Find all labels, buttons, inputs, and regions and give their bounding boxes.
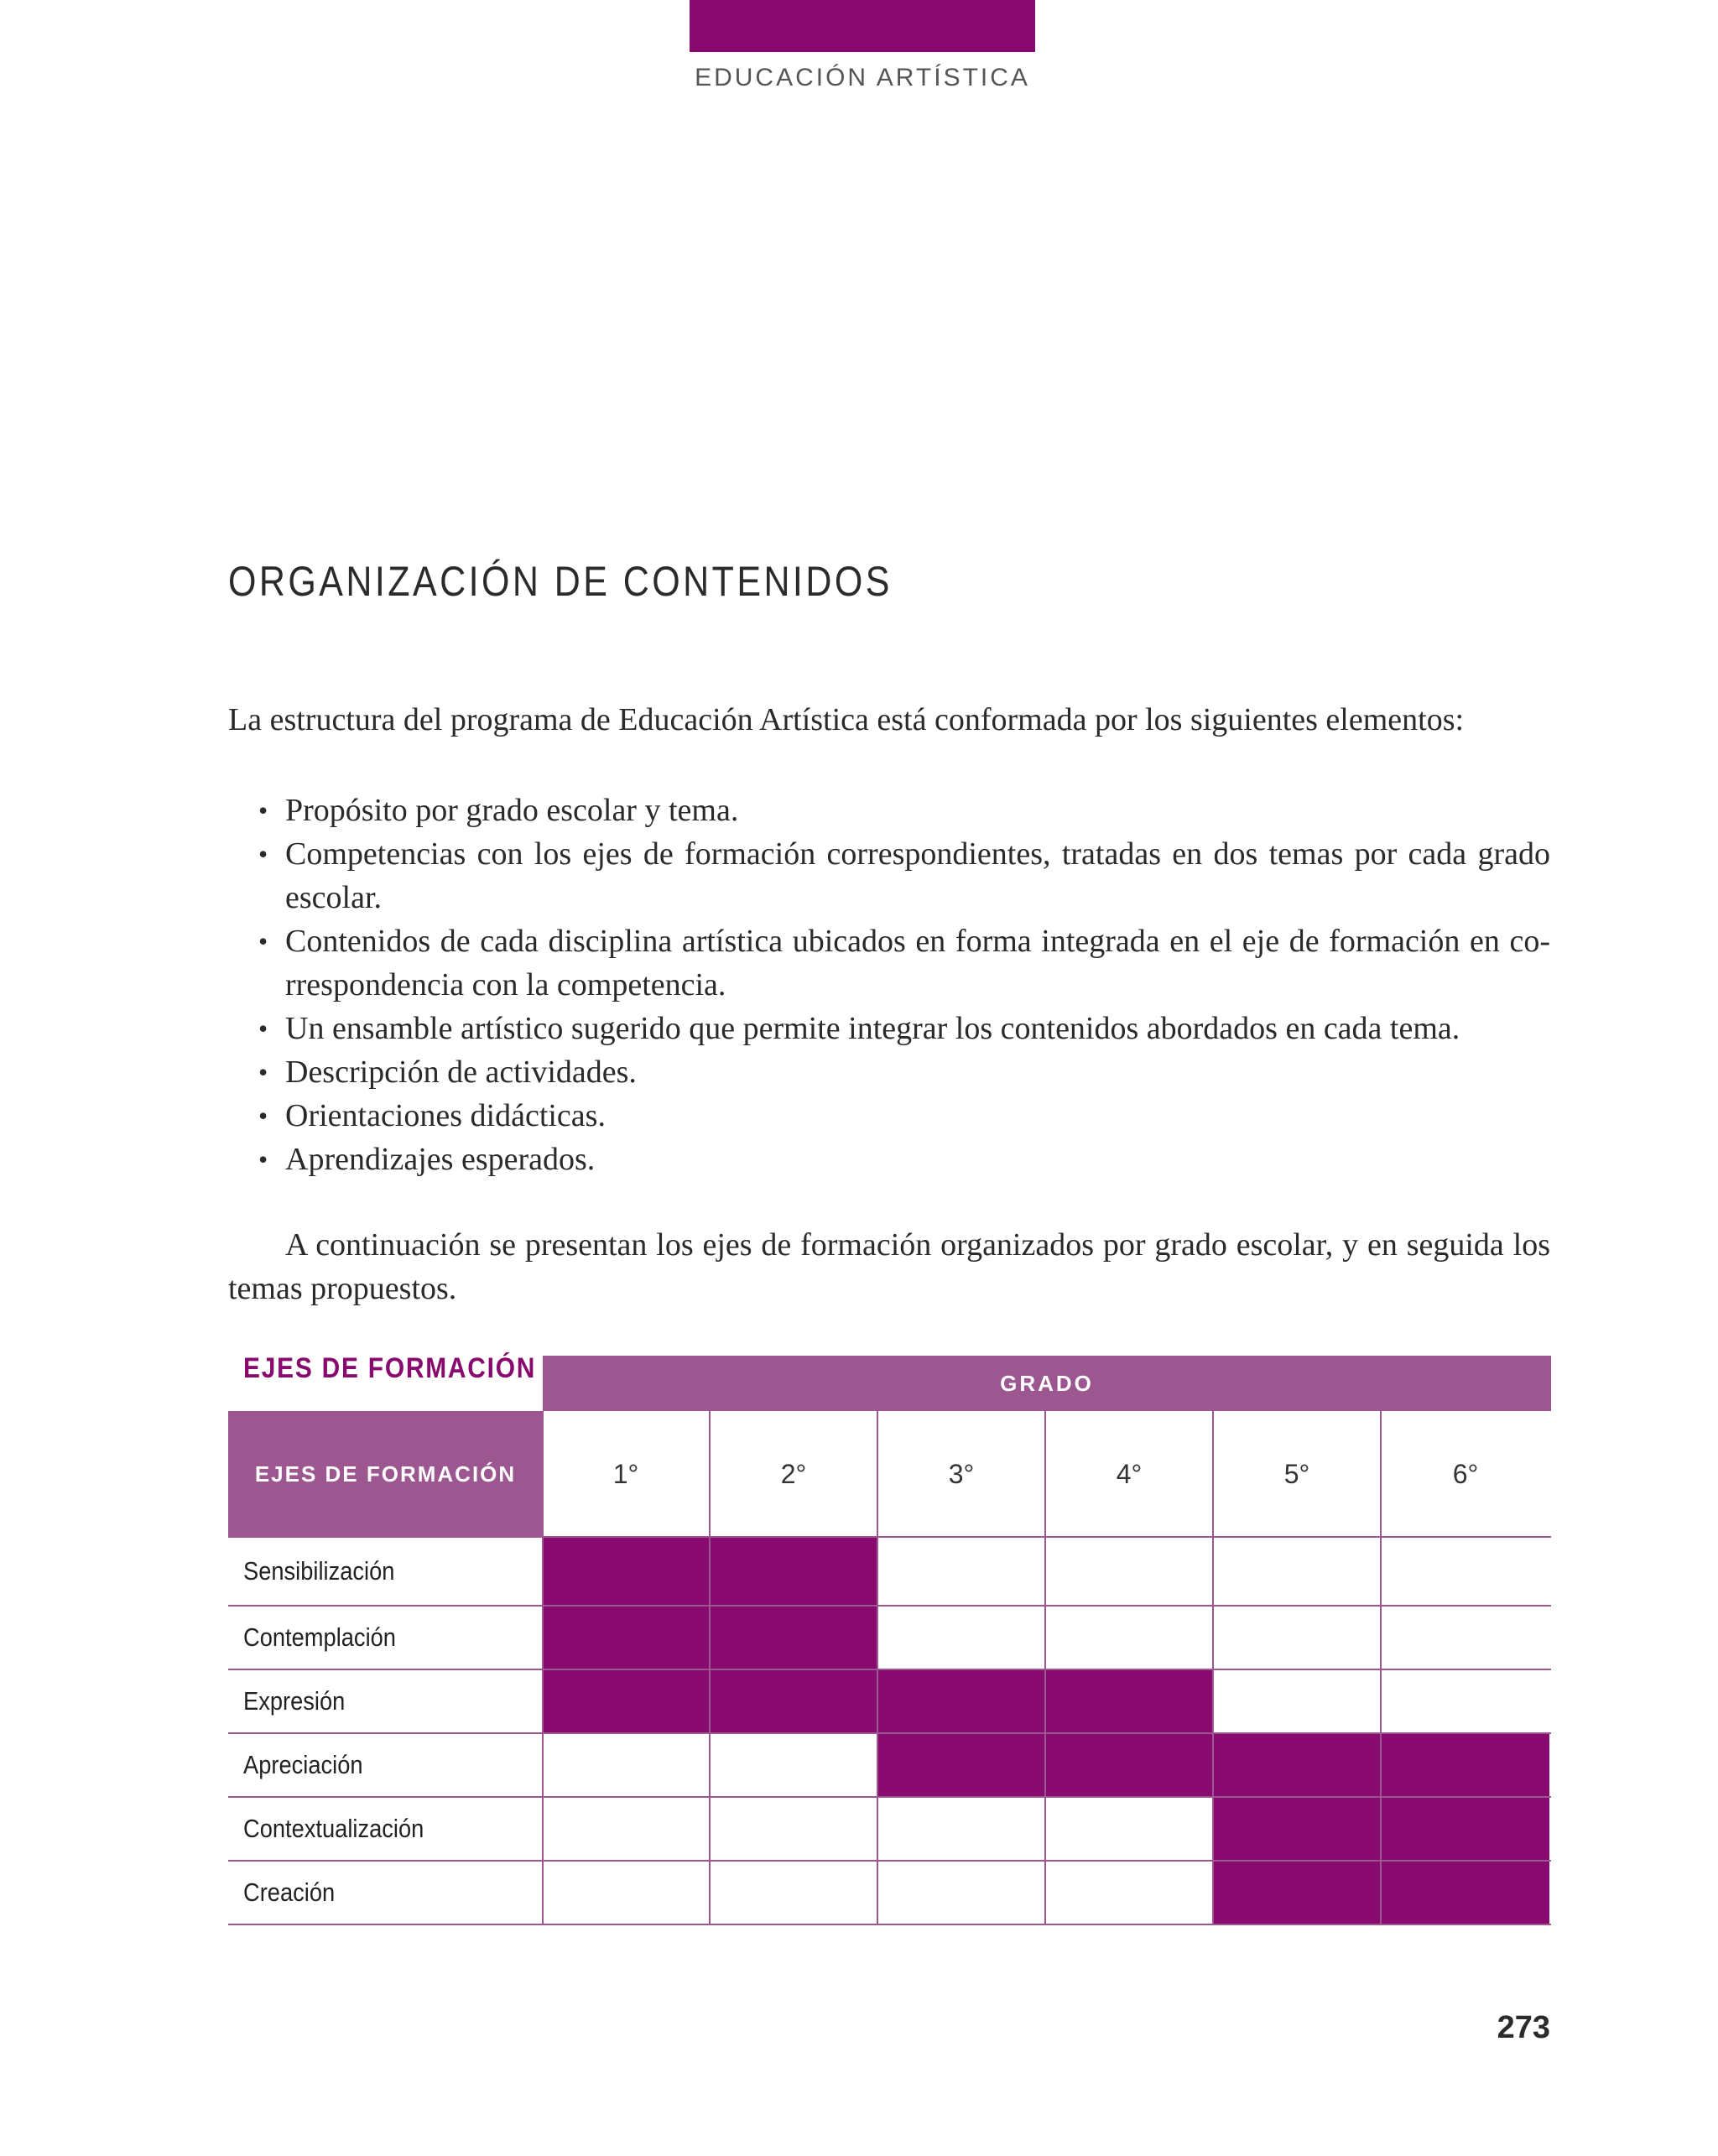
table-rule xyxy=(228,1605,1551,1607)
empty-grade-cell xyxy=(1214,1669,1382,1733)
grade-column-header: 4° xyxy=(1046,1411,1214,1537)
row-label xyxy=(228,1861,543,1924)
list-item: • Propósito por grado escolar y tema. xyxy=(228,789,1550,832)
table-divider xyxy=(542,1411,544,1924)
list-item: • Un ensamble artístico sugerido que permite integrar los contenidos abordados en cada tema. xyxy=(228,1007,1550,1050)
filled-grade-cell xyxy=(711,1669,878,1733)
list-item: • Descripción de actividades. xyxy=(228,1050,1550,1094)
filled-grade-cell xyxy=(1382,1861,1549,1924)
table-rule xyxy=(228,1732,1551,1734)
row-label-text: Apreciación xyxy=(243,1750,363,1779)
row-label xyxy=(228,1537,543,1606)
table-caption: EJES DE FORMACIÓN xyxy=(243,1352,537,1384)
empty-grade-cell xyxy=(1046,1861,1214,1924)
table-rule xyxy=(228,1669,1551,1670)
empty-grade-cell xyxy=(543,1797,711,1861)
intro-paragraph: La estructura del programa de Educación Artística está conformada por los siguientes elementos: xyxy=(228,702,1465,737)
table-rule xyxy=(228,1924,1551,1925)
table-rule xyxy=(228,1860,1551,1862)
grade-column-header: 6° xyxy=(1452,1458,1479,1489)
empty-grade-cell xyxy=(543,1733,711,1797)
filled-grade-cell xyxy=(878,1669,1046,1733)
filled-grade-cell xyxy=(543,1669,711,1733)
page-number: 273 xyxy=(1497,2010,1550,2045)
empty-grade-cell xyxy=(711,1861,878,1924)
empty-grade-cell xyxy=(878,1606,1046,1669)
grade-header-band: GRADO xyxy=(543,1356,1551,1411)
filled-grade-cell xyxy=(1046,1669,1214,1733)
list-item: • Orientaciones didácticas. xyxy=(228,1094,1550,1138)
empty-grade-cell xyxy=(878,1537,1046,1606)
section-title: ORGANIZACIÓN DE CONTENIDOS xyxy=(228,558,893,605)
row-label-text: Contextualización xyxy=(243,1814,424,1843)
grade-column-header: 1° xyxy=(543,1411,711,1537)
row-label-text: Creación xyxy=(243,1877,336,1907)
filled-grade-cell xyxy=(711,1606,878,1669)
row-label-text: Expresión xyxy=(243,1686,346,1716)
grade-column-header: 3° xyxy=(878,1411,1046,1537)
empty-grade-cell xyxy=(711,1733,878,1797)
filled-grade-cell xyxy=(1382,1797,1549,1861)
empty-grade-cell xyxy=(1214,1537,1382,1606)
filled-grade-cell xyxy=(1046,1733,1214,1797)
empty-grade-cell xyxy=(1214,1606,1382,1669)
empty-grade-cell xyxy=(543,1861,711,1924)
list-item: • Aprendizajes esperados. xyxy=(228,1138,1550,1181)
filled-grade-cell xyxy=(711,1537,878,1606)
row-label xyxy=(228,1797,543,1861)
filled-grade-cell xyxy=(1214,1797,1382,1861)
filled-grade-cell xyxy=(543,1606,711,1669)
empty-grade-cell xyxy=(878,1861,1046,1924)
filled-grade-cell xyxy=(1214,1861,1382,1924)
closing-paragraph: A continuación se presentan los ejes de formación organizados por grado escolar, y en seguida los temas propuestos. xyxy=(228,1227,1550,1306)
empty-grade-cell xyxy=(1382,1669,1549,1733)
grade-column-header: 2° xyxy=(711,1411,878,1537)
row-label-text: Contemplación xyxy=(243,1622,396,1652)
filled-grade-cell xyxy=(543,1537,711,1606)
list-item: • Competencias con los ejes de formación correspondientes, tratadas en dos temas por cada grado escolar. xyxy=(228,832,1550,919)
grade-column-header: 5° xyxy=(1214,1411,1382,1537)
empty-grade-cell xyxy=(1046,1606,1214,1669)
table-rule xyxy=(228,1536,1551,1538)
row-label xyxy=(228,1606,543,1669)
list-item: • Contenidos de cada disciplina artística ubicados en forma integrada en el eje de formación en co-rrespondencia con la competencia. xyxy=(228,919,1550,1007)
table-rule xyxy=(228,1796,1551,1798)
empty-grade-cell xyxy=(1382,1537,1549,1606)
filled-grade-cell xyxy=(1214,1733,1382,1797)
row-label xyxy=(228,1733,543,1797)
empty-grade-cell xyxy=(1046,1537,1214,1606)
empty-grade-cell xyxy=(1382,1606,1549,1669)
row-label-text: Sensibilización xyxy=(243,1556,395,1586)
elements-list xyxy=(228,789,1550,1181)
filled-grade-cell xyxy=(1382,1733,1549,1797)
empty-grade-cell xyxy=(711,1797,878,1861)
empty-grade-cell xyxy=(1046,1797,1214,1861)
header-accent-tab xyxy=(690,0,1035,52)
filled-grade-cell xyxy=(878,1733,1046,1797)
row-label xyxy=(228,1669,543,1733)
row-header-cell: EJES DE FORMACIÓN xyxy=(228,1411,543,1537)
empty-grade-cell xyxy=(878,1797,1046,1861)
running-header: EDUCACIÓN ARTÍSTICA xyxy=(695,64,1030,91)
